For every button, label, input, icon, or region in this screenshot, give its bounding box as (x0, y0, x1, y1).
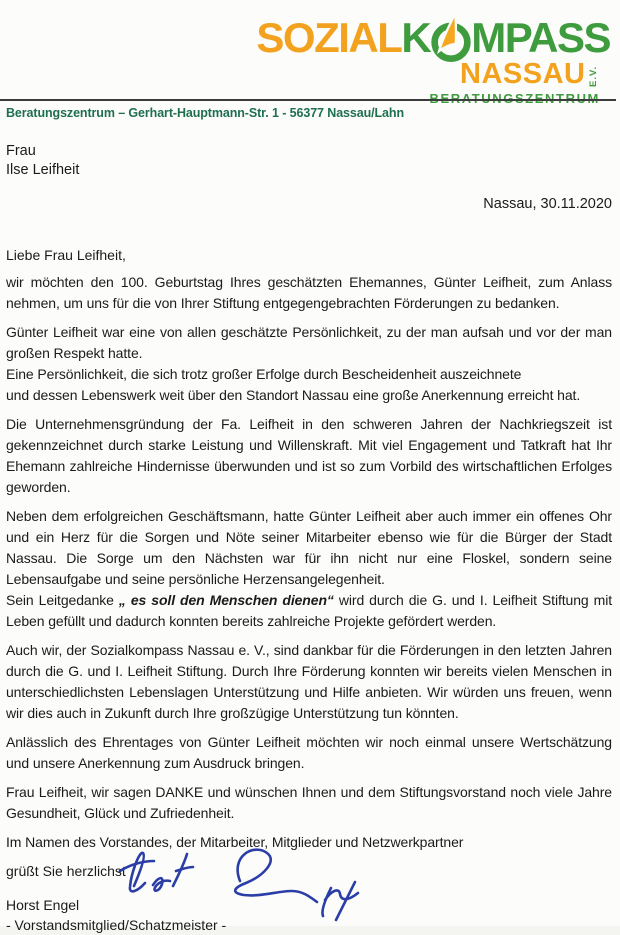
logo-text-mpass: MPASS (471, 14, 610, 61)
recipient-name: Ilse Leifheit (6, 161, 80, 178)
paragraph-8-text: Frau Leifheit, wir sagen DANKE und wünschen Ihnen und dem Stiftungsvorstand noch viele Jahre Gesundheit, Glück und Zufriedenheit. (6, 784, 612, 821)
sender-address-line: Beratungszentrum – Gerhart-Hauptmann-Str. 1 - 56377 Nassau/Lahn (6, 106, 404, 120)
paragraph-3-text: Die Unternehmensgründung der Fa. Leifheit in den schweren Jahren der Nachkriegszeit ist gekennzeichnet durch starke Leistung und Willenskraft. Mit viel Engagement und Tatkraft hat Ihr Ehemann zahlreiche Hindernisse überwunden und ist so zum Vorbild des wirtschaftlichen Erfolges geworden. (6, 416, 612, 495)
logo-text-ev: E.V. (587, 65, 599, 87)
letterhead (6, 0, 612, 130)
logo-text-sozial: SOZIAL (256, 14, 402, 61)
paragraph-7-text: Anlässlich des Ehrentages von Günter Leifheit möchten wir noch einmal unsere Wertschätzung und unsere Anerkennung zum Ausdruck bringen. (6, 734, 612, 771)
signer-name: Horst Engel (6, 897, 80, 913)
logo-text-k: K (401, 14, 431, 61)
paragraph-6 (6, 640, 612, 724)
paragraph-2-line-2: Eine Persönlichkeit, die sich trotz großer Erfolge durch Bescheidenheit auszeichnete (6, 366, 522, 382)
logo-wordmark (256, 10, 610, 59)
recipient-salutation: Frau (6, 143, 36, 159)
paragraph-5-suffix: wird durch die G. und I. Leifheit Stiftung mit Leben gefüllt und dadurch konnten bereits zahlreiche Projekte gefördert werden. (6, 592, 613, 629)
motto-quote: „ es soll den Menschen dienen“ (118, 592, 334, 608)
recipient-block (6, 142, 612, 179)
logo-line2 (460, 60, 598, 89)
paragraph-4-text: Neben dem erfolgreichen Geschäftsmann, hatte Günter Leifheit aber auch immer ein offenes Ohr und ein Herz für die Sorgen und Nöte seiner Mitarbeiter ebenso wie für die Bürger der Stadt Nassau. Die Sorge um den Nächsten war für ihn nicht nur eine Floskel, sondern seine Lebensaufgabe und seine persönliche Herzensangelegenheit. (6, 508, 612, 587)
paragraph-1 (6, 272, 612, 314)
paragraph-2-line-1: Günter Leifheit war eine von allen geschätzte Persönlichkeit, zu der man aufsah und vor der man großen Respekt hatte. (6, 324, 612, 361)
paragraph-5-prefix: Sein Leitgedanke (6, 592, 119, 608)
paragraph-1-text: wir möchten den 100. Geburtstag Ihres geschätzten Ehemannes, Günter Leifheit, zum Anlass nehmen, um uns für die von Ihrer Stiftung entgegengebrachten Förderungen zu bedanken. (6, 274, 612, 311)
closing-line: grüßt Sie herzlichst (6, 863, 126, 879)
org-logo (256, 10, 610, 105)
divider-line (0, 99, 616, 101)
paragraph-2-line-3: und dessen Lebenswerk weit über den Standort Nassau eine große Anerkennung erreicht hat. (6, 387, 581, 403)
paragraph-3 (6, 414, 612, 498)
date-line: Nassau, 30.11.2020 (483, 196, 612, 212)
paragraph-9 (6, 832, 612, 853)
paragraph-4 (6, 506, 612, 632)
paragraph-2 (6, 322, 612, 406)
compass-icon (428, 10, 474, 64)
letter-salutation: Liebe Frau Leifheit, (6, 247, 126, 263)
signer-title: - Vorstandsmitglied/Schatzmeister - (6, 917, 227, 933)
logo-text-nassau: NASSAU (460, 58, 586, 90)
paragraph-6-text: Auch wir, der Sozialkompass Nassau e. V., sind dankbar für die Förderungen in den letzten Jahren durch die G. und I. Leifheit Stiftung. Durch Ihre Förderung konnten wir bereits vielen Menschen in unterschiedlichsten Lebenslagen Unterstützung und Hilfe anbieten. Wir würden uns freuen, wenn wir dies auch in Zukunft durch Ihre großzügige Unterstützung tun könnten. (6, 642, 612, 721)
paragraph-7 (6, 732, 612, 774)
paragraph-9-text: Im Namen des Vorstandes, der Mitarbeiter, Mitglieder und Netzwerkpartner (6, 834, 464, 850)
paragraph-8 (6, 782, 612, 824)
